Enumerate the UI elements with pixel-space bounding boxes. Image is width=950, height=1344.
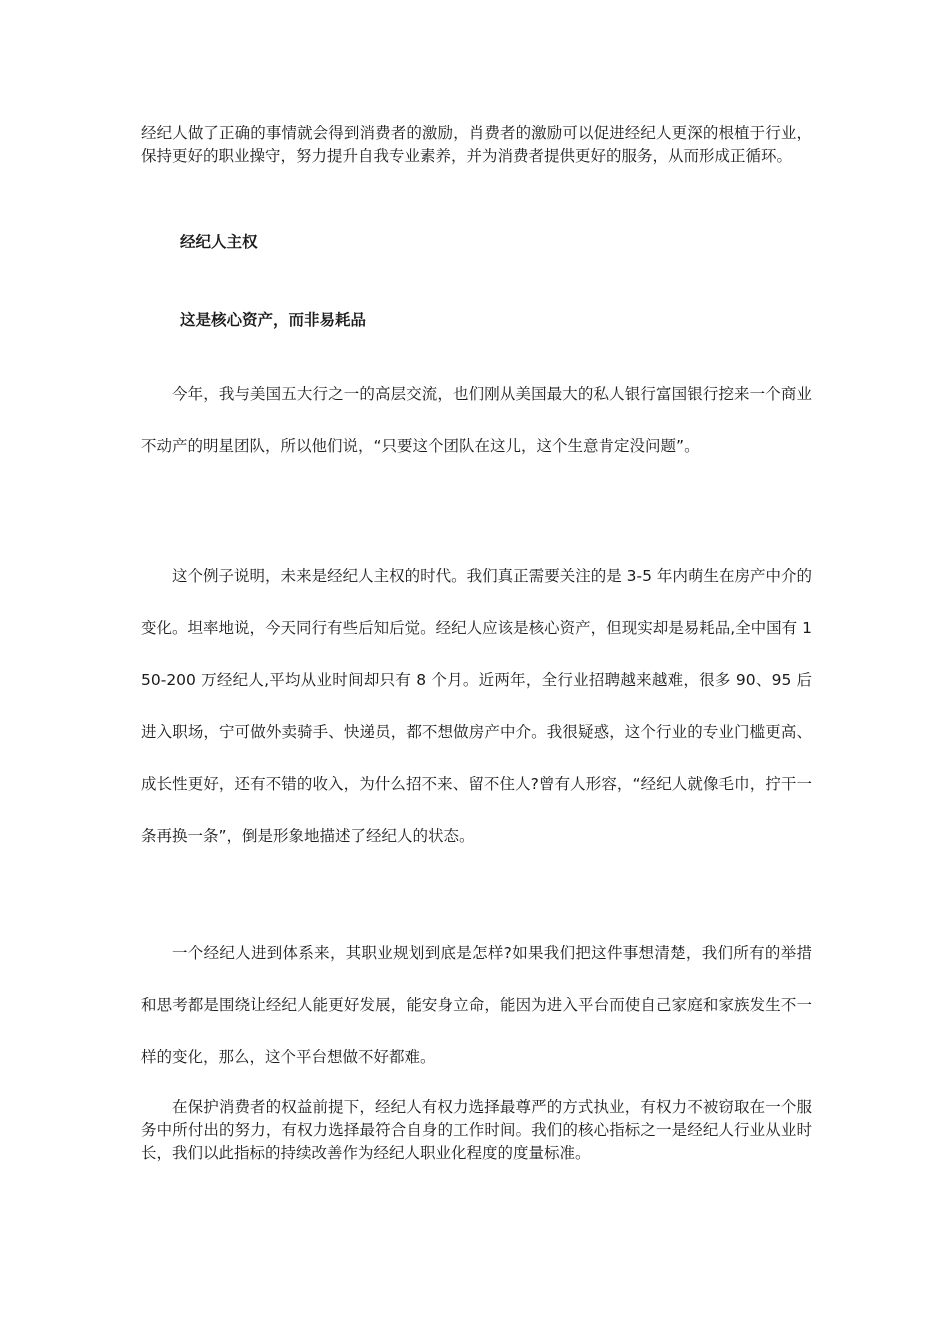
future-paragraph: 这个例子说明，未来是经纪人主权的时代。我们真正需要关注的是 3-5 年内萌生在房产中介的变化。坦率地说，今天同行有些后知后觉。经纪人应该是核心资产，但现实却是易耗品,全中国有 150-200 万经纪人,平均从业时间却只有 8 个月。近两年，全行业招聘越来越难，很多 90、95 后进入职场，宁可做外卖骑手、快递员，都不想做房产中介。我很疑惑，这个行业的专业门槛更高、成长性更好，还有不错的收入，为什么招不来、留不住人?曾有人形容，“经纪人就像毛巾，拧干一条再换一条”，倒是形象地描述了经纪人的状态。 — [141, 567, 812, 845]
career-paragraph: 一个经纪人进到体系来，其职业规划到底是怎样?如果我们把这件事想清楚，我们所有的举措和思考都是围绕让经纪人能更好发展，能安身立命，能因为进入平台而使自己家庭和家族发生不一样的变化，那么，这个平台想做不好都难。 — [141, 944, 812, 1066]
section-heading-agent-sovereignty: 经纪人主权 — [180, 233, 258, 251]
rights-paragraph: 在保护消费者的权益前提下，经纪人有权力选择最尊严的方式执业，有权力不被窃取在一个服务中所付出的努力，有权力选择最符合自身的工作时间。我们的核心指标之一是经纪人行业从业时长，我们以此指标的持续改善作为经纪人职业化程度的度量标准。 — [141, 1098, 812, 1162]
example-paragraph: 今年，我与美国五大行之一的高层交流，也们刚从美国最大的私人银行富国银行挖来一个商业不动产的明星团队，所以他们说，“只要这个团队在这儿，这个生意肯定没问题”。 — [141, 385, 812, 455]
section-subheading-core-asset: 这是核心资产，而非易耗品 — [180, 311, 367, 329]
intro-paragraph: 经纪人做了正确的事情就会得到消费者的激励，肖费者的激励可以促进经纪人更深的根植于行业，保持更好的职业操守，努力提升自我专业素养，并为消费者提供更好的服务，从而形成正循环。 — [141, 124, 812, 165]
